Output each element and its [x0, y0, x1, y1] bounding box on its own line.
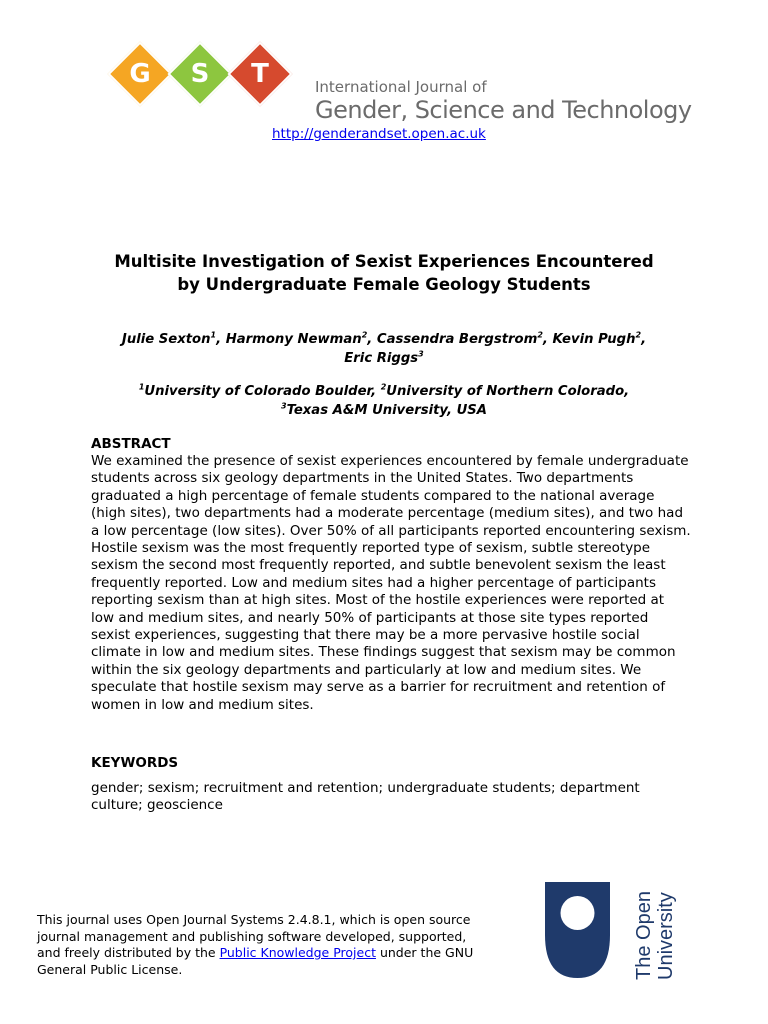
logo-letter-t: T: [251, 59, 269, 89]
journal-url-link[interactable]: http://genderandset.open.ac.uk: [272, 126, 486, 142]
keywords-heading: KEYWORDS: [91, 755, 179, 771]
logo-letter-s: S: [190, 59, 210, 89]
paper-title: [60, 250, 708, 296]
pkp-link[interactable]: Public Knowledge Project: [219, 945, 376, 961]
author: Harmony Newman$^2$: [225, 330, 368, 347]
affiliation: $^3$Texas A&M University, USA: [280, 401, 487, 418]
affiliation: $^2$University of Northern Colorado: [380, 382, 625, 399]
journal-name-line2: Gender, Science and Technology: [315, 96, 692, 124]
author: Cassendra Bergstrom$^2$: [376, 330, 543, 347]
open-university-logo: [540, 880, 690, 980]
affiliation: $^1$University of Colorado Boulder: [138, 382, 372, 399]
logo-letter-g: G: [129, 59, 151, 89]
ou-logo-line1: The Open: [633, 891, 655, 980]
title-line-1: Multisite Investigation of Sexist Experiences Encountered: [114, 252, 654, 271]
author: Julie Sexton$^1$: [121, 330, 217, 347]
author: Eric Riggs$^3$: [344, 349, 424, 366]
affiliations: $^1$University of Colorado Boulder, $^2$University of Northern Colorado, $^3$Texas A&M University, USA: [138, 382, 630, 418]
ou-logo-line2: University: [655, 892, 677, 980]
journal-name-line1: International Journal of: [315, 78, 487, 96]
abstract-text: We examined the presence of sexist experiences encountered by female undergraduate students across six geology departments in the United States. Two departments graduated a high percentage of female students compared to the national average (high sites), two departments had a moderate percentage (medium sites), and two had a low percentage (low sites). Over 50% of all participants reported encountering sexism. Hostile sexism was the most frequently reported type of sexism, subtle stereotype sexism the second most frequently reported, and subtle benevolent sexism the least frequently reported. Low and medium sites had a higher percentage of participants reporting sexism than at high sites. Most of the hostile experiences were reported at low and medium sites, and nearly 50% of participants at those site types reported sexist experiences, suggesting that there may be a more pervasive hostile social climate in low and medium sites. These findings suggest that sexism may be common within the six geology departments and particularly at low and medium sites. We speculate that hostile sexism may serve as a barrier for recruitment and retention of women in low and medium sites.: [91, 453, 691, 713]
abstract-heading: ABSTRACT: [91, 436, 171, 452]
author: Kevin Pugh$^2$: [552, 330, 642, 347]
footer-text-part2: under the GNU General Public License.: [37, 945, 474, 977]
keywords-text: gender; sexism; recruitment and retention; undergraduate students; department culture; geoscience: [91, 780, 640, 814]
footer-text-part1: This journal uses Open Journal Systems 2.4.8.1, which is open source journal management and publishing software developed, supported, and freely distributed by the: [37, 912, 471, 961]
ou-shield-hole: [561, 896, 595, 930]
author-list: Julie Sexton$^1$, Harmony Newman$^2$, Cassendra Bergstrom$^2$, Kevin Pugh$^2$, Eric Riggs$^3$: [121, 330, 647, 366]
ojs-license-note: [37, 912, 477, 978]
title-line-2: by Undergraduate Female Geology Students: [177, 275, 591, 294]
